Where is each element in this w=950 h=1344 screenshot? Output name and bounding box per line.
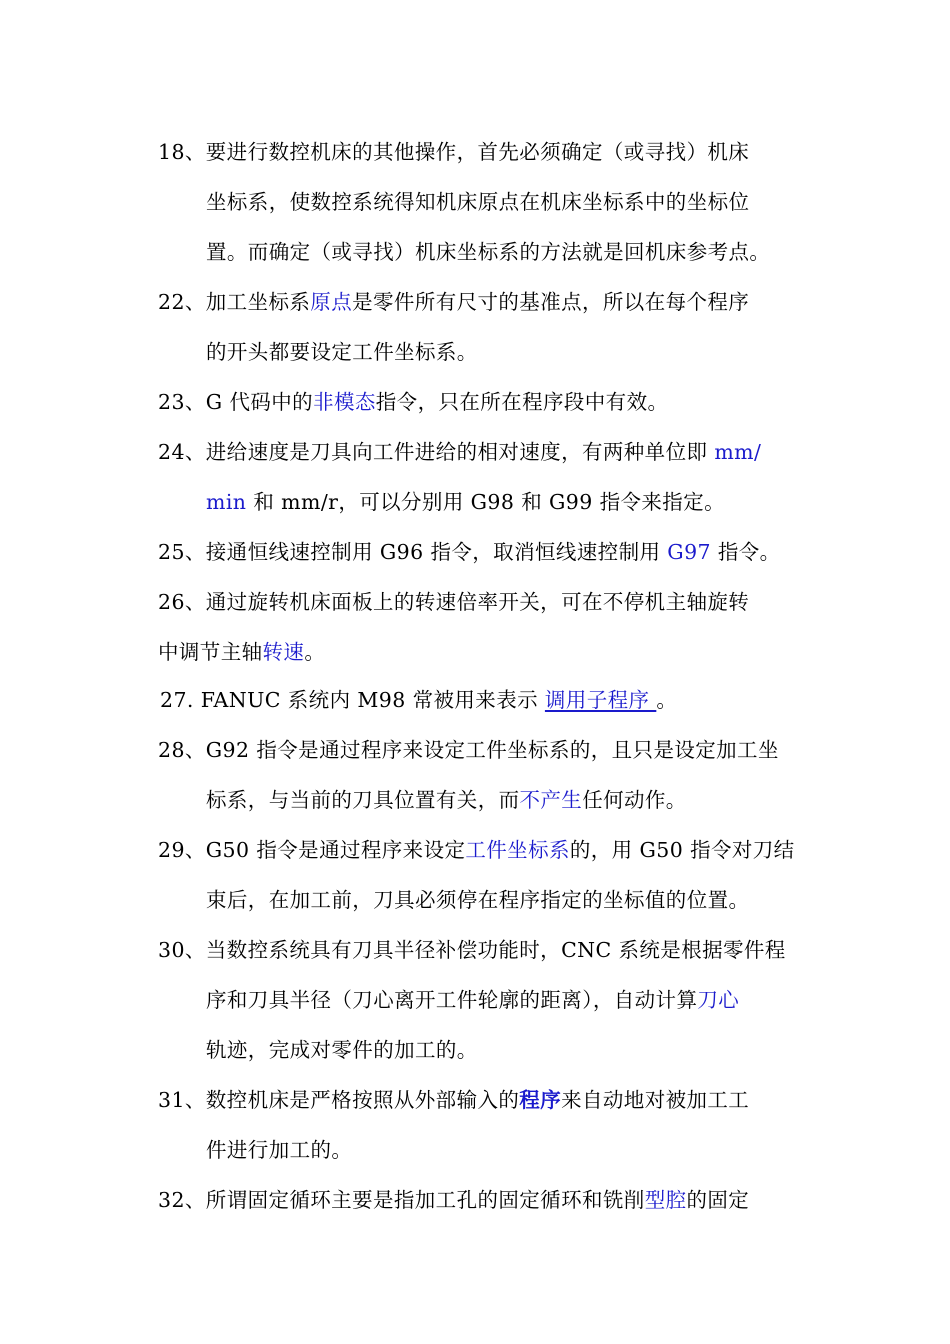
highlighted-term: 不产生 xyxy=(519,788,583,812)
item-10-line-3 xyxy=(206,1036,478,1064)
item-1-line-1 xyxy=(158,138,749,166)
highlighted-term: 工件坐标系 xyxy=(465,838,570,862)
text-segment: 。 xyxy=(656,688,678,712)
item-4-line-1 xyxy=(158,438,761,466)
text-segment: 28、G92 指令是通过程序来设定工件坐标系的，且只是设定加工坐 xyxy=(158,738,779,762)
item-11-line-2 xyxy=(206,1136,352,1164)
text-segment: 32、所谓固定循环主要是指加工孔的固定循环和铣削 xyxy=(158,1188,645,1212)
text-segment: 的，用 G50 指令对刀结 xyxy=(569,838,795,862)
item-6-line-2 xyxy=(158,638,325,666)
text-segment: 25、接通恒线速控制用 G96 指令，取消恒线速控制用 xyxy=(158,540,668,564)
text-segment: 和 mm/r，可以分别用 G98 和 G99 指令来指定。 xyxy=(246,490,726,514)
item-4-line-2 xyxy=(206,488,725,516)
text-segment: 指令。 xyxy=(710,540,781,564)
text-segment: 来自动地对被加工工 xyxy=(561,1088,750,1112)
item-12-line-1 xyxy=(158,1186,749,1214)
item-10-line-1 xyxy=(158,936,786,964)
item-11-line-1 xyxy=(158,1086,749,1114)
text-segment: 。 xyxy=(304,640,326,664)
text-segment: 29、G50 指令是通过程序来设定 xyxy=(158,838,466,862)
text-segment: 27. FANUC 系统内 M98 常被用来表示 xyxy=(160,688,545,712)
highlighted-term: 调用子程序 xyxy=(544,688,657,712)
highlighted-term: 原点 xyxy=(310,290,353,314)
highlighted-term: mm/ xyxy=(714,440,762,464)
item-9-line-2 xyxy=(206,886,749,914)
text-segment: 18、要进行数控机床的其他操作，首先必须确定（或寻找）机床 xyxy=(158,140,750,164)
text-segment: 坐标系，使数控系统得知机床原点在机床坐标系中的坐标位 xyxy=(206,190,750,214)
text-segment: 31、数控机床是严格按照从外部输入的 xyxy=(158,1088,520,1112)
text-segment: 序和刀具半径（刀心离开工件轮廓的距离），自动计算 xyxy=(206,988,698,1012)
highlighted-term: min xyxy=(206,490,247,514)
text-segment: 24、进给速度是刀具向工件进给的相对速度，有两种单位即 xyxy=(158,440,715,464)
highlighted-term: 刀心 xyxy=(697,988,740,1012)
item-10-line-2 xyxy=(206,986,739,1014)
text-segment: 件进行加工的。 xyxy=(206,1138,353,1162)
item-7-line-1 xyxy=(160,686,677,714)
text-segment: 26、通过旋转机床面板上的转速倍率开关，可在不停机主轴旋转 xyxy=(158,590,750,614)
text-segment: 是零件所有尺寸的基准点，所以在每个程序 xyxy=(352,290,750,314)
text-segment: 中调节主轴 xyxy=(158,640,263,664)
item-1-line-3 xyxy=(206,238,770,266)
text-segment: 30、当数控系统具有刀具半径补偿功能时，CNC 系统是根据零件程 xyxy=(158,938,786,962)
item-2-line-1 xyxy=(158,288,749,316)
text-segment: 的固定 xyxy=(686,1188,750,1212)
item-9-line-1 xyxy=(158,836,795,864)
text-segment: 23、G 代码中的 xyxy=(158,390,314,414)
item-2-line-2 xyxy=(206,338,478,366)
text-segment: 置。而确定（或寻找）机床坐标系的方法就是回机床参考点。 xyxy=(206,240,771,264)
text-segment: 的开头都要设定工件坐标系。 xyxy=(206,340,478,364)
item-1-line-2 xyxy=(206,188,749,216)
highlighted-term: 转速 xyxy=(262,640,305,664)
item-8-line-1 xyxy=(158,736,779,764)
text-segment: 22、加工坐标系 xyxy=(158,290,311,314)
highlighted-term: 型腔 xyxy=(644,1188,687,1212)
text-segment: 束后，在加工前，刀具必须停在程序指定的坐标值的位置。 xyxy=(206,888,750,912)
highlighted-term: G97 xyxy=(667,540,711,564)
item-8-line-2 xyxy=(206,786,687,814)
highlighted-term: 程序 xyxy=(519,1088,562,1112)
text-segment: 指令，只在所在程序段中有效。 xyxy=(375,390,669,414)
highlighted-term: 非模态 xyxy=(313,390,376,414)
text-segment: 标系，与当前的刀具位置有关，而 xyxy=(206,788,520,812)
text-segment: 轨迹，完成对零件的加工的。 xyxy=(206,1038,478,1062)
item-5-line-1 xyxy=(158,538,781,566)
item-3-line-1 xyxy=(158,388,668,416)
item-6-line-1 xyxy=(158,588,749,616)
text-segment: 任何动作。 xyxy=(582,788,687,812)
